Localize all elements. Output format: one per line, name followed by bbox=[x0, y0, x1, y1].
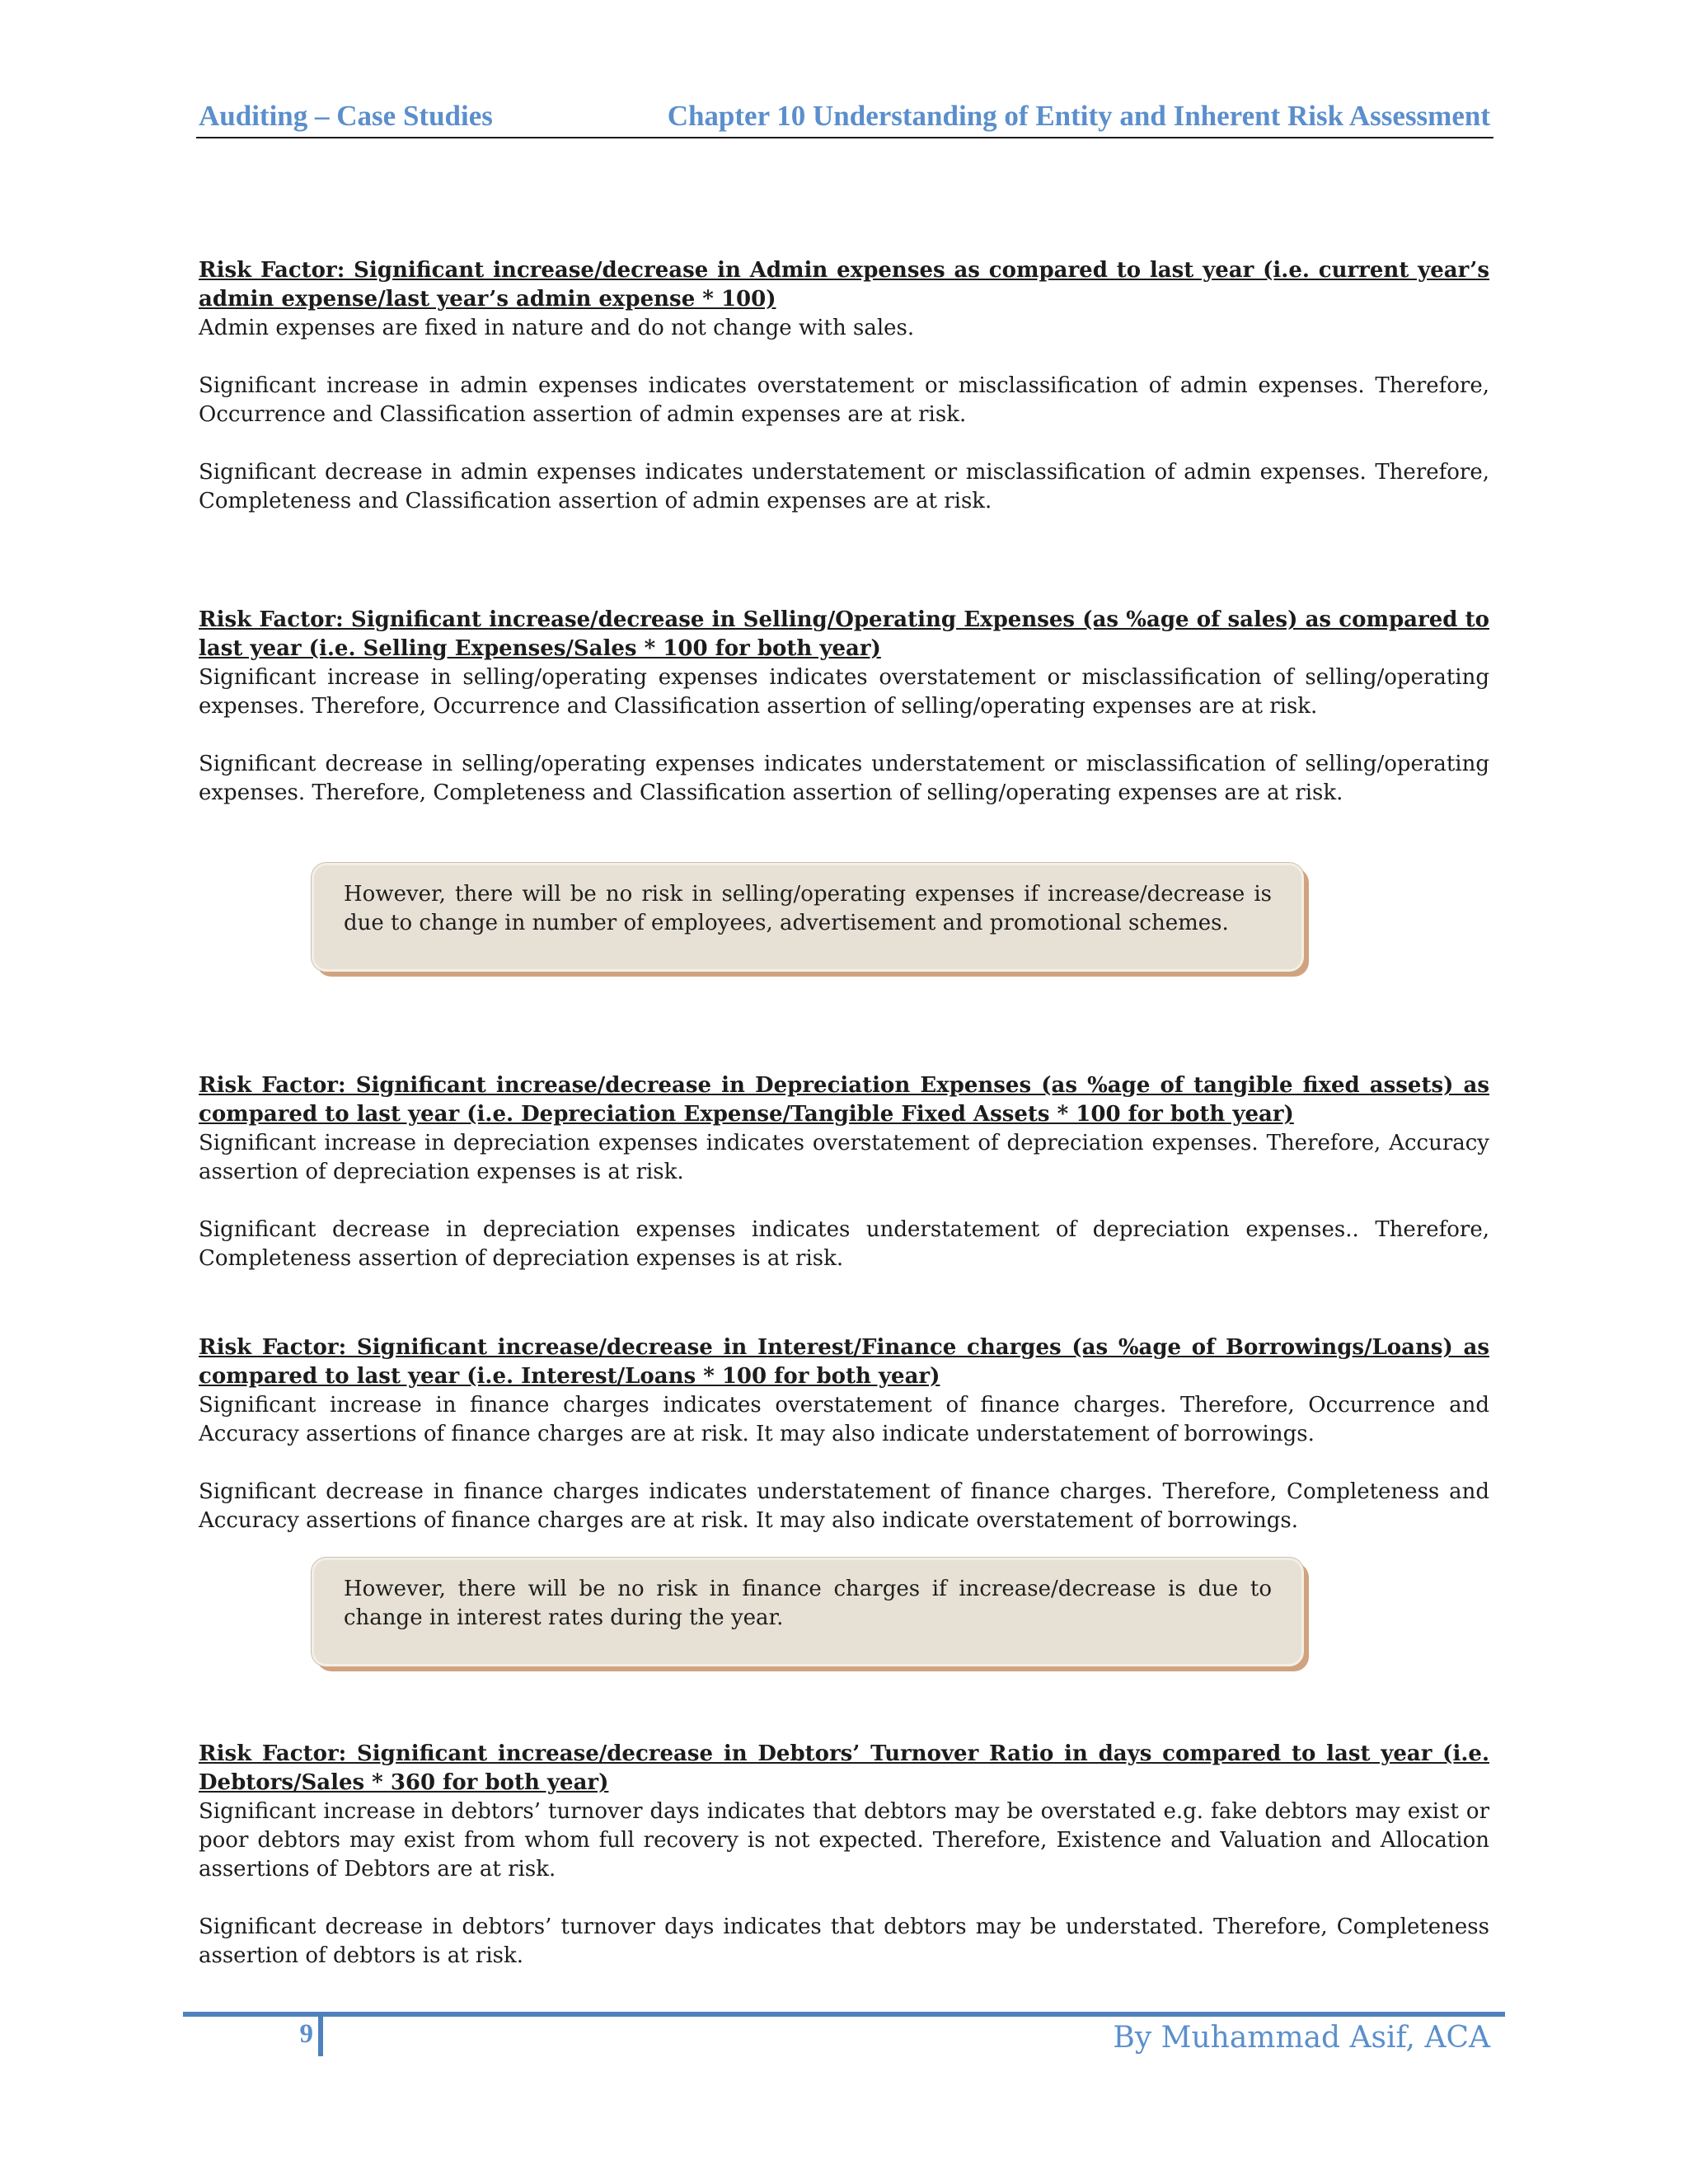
section-paragraph: Significant increase in debtors’ turnover days indicates that debtors may be overstated e.g. fake debtors may exist or poor debtors may exist from whom full recovery is not expected. Therefore, Existence and Valuation and Allocation assertions of Debtors are at risk. bbox=[199, 1799, 1489, 1882]
note-text: However, there will be no risk in selling/operating expenses if increase/decrease is due to change in number of employees, advertisement and promotional schemes. bbox=[344, 882, 1272, 935]
footer-divider bbox=[318, 2014, 323, 2056]
section-admin-expenses bbox=[199, 256, 1489, 516]
section-paragraph: Significant decrease in depreciation expenses indicates understatement of depreciation expenses.. Therefore, Completeness assertion of depreciation expenses is at risk. bbox=[199, 1217, 1489, 1271]
section-paragraph: Significant decrease in debtors’ turnover days indicates that debtors may be understated. Therefore, Completeness assertion of debtors is at risk. bbox=[199, 1915, 1489, 1968]
footer-rule bbox=[183, 2012, 1505, 2017]
section-heading: Risk Factor: Significant increase/decrease in Selling/Operating Expenses (as %age of sales) as compared to last year (i.e. Selling Expenses/Sales * 100 for both year) bbox=[199, 607, 1489, 661]
section-paragraph: Significant decrease in finance charges indicates understatement of finance charges. Therefore, Completeness and Accuracy assertions of finance charges are at risk. It may also indicate overstatement of borrowings. bbox=[199, 1479, 1489, 1533]
header-chapter-title: Chapter 10 Understanding of Entity and Inherent Risk Assessment bbox=[667, 100, 1490, 132]
section-heading: Risk Factor: Significant increase/decrease in Debtors’ Turnover Ratio in days compared to last year (i.e. Debtors/Sales * 360 for both year) bbox=[199, 1741, 1489, 1795]
section-debtors-turnover bbox=[199, 1740, 1489, 1971]
footer-author: By Muhammad Asif, ACA bbox=[1113, 2021, 1490, 2055]
section-selling-expenses bbox=[199, 606, 1489, 808]
section-heading: Risk Factor: Significant increase/decrease in Admin expenses as compared to last year (i.e. current year’s admin expense/last year’s admin expense * 100) bbox=[199, 258, 1489, 312]
note-box bbox=[312, 1558, 1304, 1666]
section-paragraph: Significant increase in finance charges indicates overstatement of finance charges. Therefore, Occurrence and Accuracy assertions of finance charges are at risk. It may also indicate understatement of borrowings. bbox=[199, 1393, 1489, 1446]
header-book-title: Auditing – Case Studies bbox=[199, 100, 493, 132]
page-number: 9 bbox=[299, 2019, 313, 2049]
section-paragraph: Significant increase in selling/operating expenses indicates overstatement or misclassification of selling/operating expenses. Therefore, Occurrence and Classification assertion of selling/operating expenses are at risk. bbox=[199, 665, 1489, 719]
section-paragraph: Admin expenses are fixed in nature and do not change with sales. bbox=[199, 316, 915, 340]
section-paragraph: Significant increase in depreciation expenses indicates overstatement of depreciation expenses. Therefore, Accuracy assertion of depreciation expenses is at risk. bbox=[199, 1131, 1489, 1184]
section-heading: Risk Factor: Significant increase/decrease in Interest/Finance charges (as %age of Borrowings/Loans) as compared to last year (i.e. Interest/Loans * 100 for both year) bbox=[199, 1335, 1489, 1389]
section-paragraph: Significant increase in admin expenses indicates overstatement or misclassification of admin expenses. Therefore, Occurrence and Classification assertion of admin expenses are at risk. bbox=[199, 373, 1489, 427]
section-heading: Risk Factor: Significant increase/decrease in Depreciation Expenses (as %age of tangible fixed assets) as compared to last year (i.e. Depreciation Expense/Tangible Fixed Assets * 100 for both year) bbox=[199, 1073, 1489, 1127]
section-depreciation bbox=[199, 1071, 1489, 1273]
section-paragraph: Significant decrease in selling/operating expenses indicates understatement or misclassification of selling/operating expenses. Therefore, Completeness and Classification assertion of selling/operating expenses are at risk. bbox=[199, 752, 1489, 805]
note-box bbox=[312, 863, 1304, 972]
section-finance-charges bbox=[199, 1333, 1489, 1535]
page-header bbox=[196, 97, 1493, 138]
note-text: However, there will be no risk in finance charges if increase/decrease is due to change in interest rates during the year. bbox=[344, 1577, 1272, 1630]
section-paragraph: Significant decrease in admin expenses indicates understatement or misclassification of admin expenses. Therefore, Completeness and Classification assertion of admin expenses are at risk. bbox=[199, 460, 1489, 513]
